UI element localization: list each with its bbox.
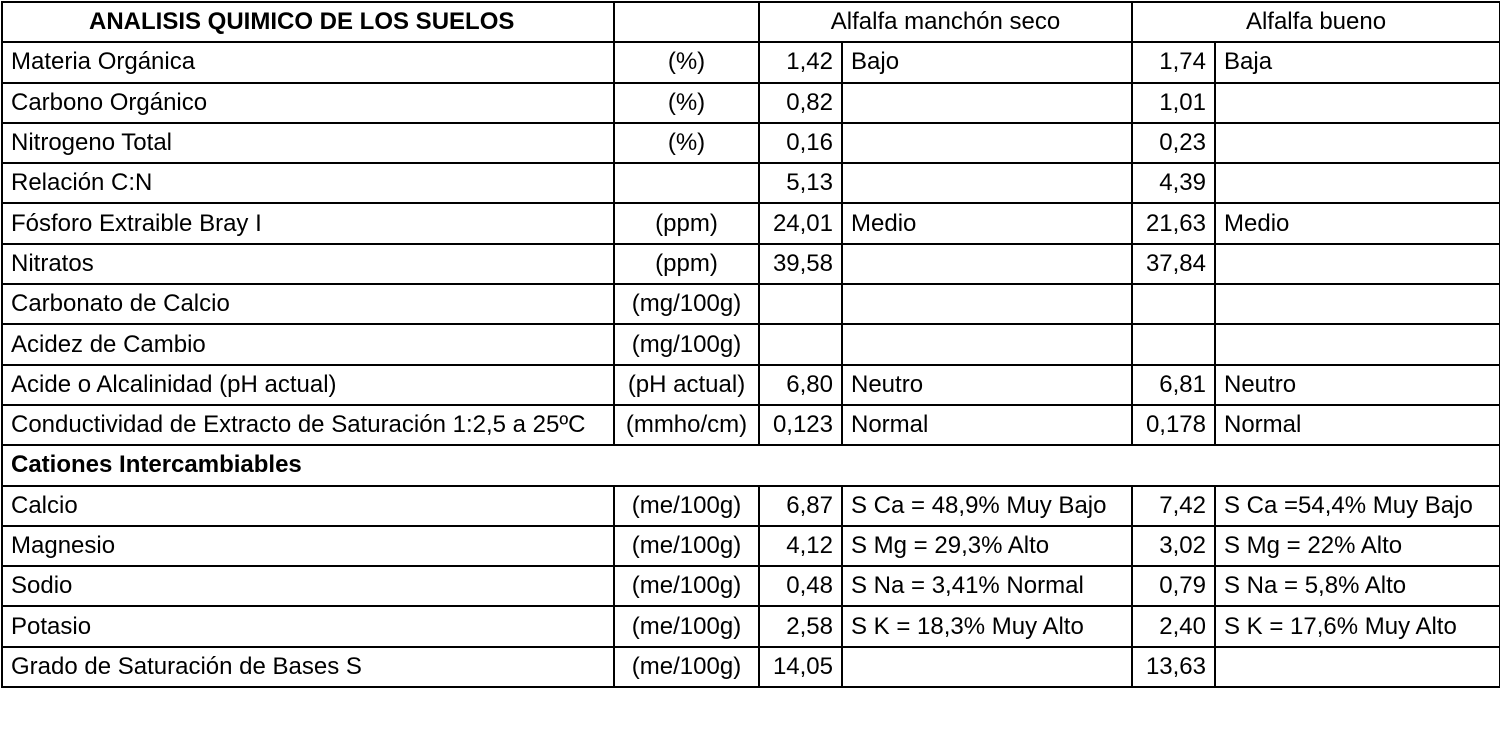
unit-cell: (mg/100g) [614, 284, 759, 324]
sample2-interpretation-cell: S Ca =54,4% Muy Bajo [1215, 486, 1500, 526]
sample2-value-cell: 0,79 [1132, 566, 1215, 606]
sample2-interpretation-cell [1215, 244, 1500, 284]
sample1-value-cell [759, 284, 842, 324]
parameter-cell: Acidez de Cambio [2, 324, 614, 364]
sample2-interpretation-cell [1215, 324, 1500, 364]
unit-cell: (ppm) [614, 244, 759, 284]
sample1-interpretation-cell: Neutro [842, 365, 1132, 405]
table-row [2, 203, 1500, 243]
unit-cell: (mmho/cm) [614, 405, 759, 445]
unit-cell: (me/100g) [614, 647, 759, 687]
sample1-interpretation-cell: S K = 18,3% Muy Alto [842, 606, 1132, 646]
unit-cell: (me/100g) [614, 526, 759, 566]
unit-cell: (me/100g) [614, 606, 759, 646]
header-unit-cell [614, 2, 759, 42]
table-row [2, 486, 1500, 526]
sample1-interpretation-cell [842, 163, 1132, 203]
unit-cell: (me/100g) [614, 486, 759, 526]
sample1-interpretation-cell: S Mg = 29,3% Alto [842, 526, 1132, 566]
sample1-value-cell: 0,48 [759, 566, 842, 606]
parameter-cell: Nitrogeno Total [2, 123, 614, 163]
sample2-interpretation-cell [1215, 163, 1500, 203]
table-row [2, 365, 1500, 405]
table-row [2, 647, 1500, 687]
table-row [2, 324, 1500, 364]
sample2-interpretation-cell [1215, 284, 1500, 324]
sample1-value-cell: 2,58 [759, 606, 842, 646]
unit-cell: (%) [614, 123, 759, 163]
sample2-interpretation-cell: Medio [1215, 203, 1500, 243]
sample2-value-cell: 1,74 [1132, 42, 1215, 82]
sample1-value-cell: 6,87 [759, 486, 842, 526]
sample1-interpretation-cell [842, 244, 1132, 284]
sample1-value-cell: 14,05 [759, 647, 842, 687]
parameter-cell: Grado de Saturación de Bases S [2, 647, 614, 687]
parameter-cell: Sodio [2, 566, 614, 606]
section-row [2, 445, 1500, 485]
parameter-cell: Carbonato de Calcio [2, 284, 614, 324]
table-row [2, 163, 1500, 203]
sample1-interpretation-cell: S Ca = 48,9% Muy Bajo [842, 486, 1132, 526]
sample2-value-cell: 37,84 [1132, 244, 1215, 284]
parameter-cell: Carbono Orgánico [2, 83, 614, 123]
sample1-value-cell: 5,13 [759, 163, 842, 203]
sample2-value-cell: 3,02 [1132, 526, 1215, 566]
sample2-interpretation-cell: S K = 17,6% Muy Alto [1215, 606, 1500, 646]
unit-cell: (me/100g) [614, 566, 759, 606]
parameter-cell: Fósforo Extraible Bray I [2, 203, 614, 243]
sample2-interpretation-cell [1215, 647, 1500, 687]
sample2-value-cell: 2,40 [1132, 606, 1215, 646]
sample1-interpretation-cell: Bajo [842, 42, 1132, 82]
table-row [2, 606, 1500, 646]
table-row [2, 526, 1500, 566]
table-row [2, 566, 1500, 606]
table-row [2, 244, 1500, 284]
sample2-interpretation-cell [1215, 123, 1500, 163]
parameter-cell: Potasio [2, 606, 614, 646]
soil-analysis-table [1, 1, 1500, 688]
unit-cell: (ppm) [614, 203, 759, 243]
sample1-interpretation-cell: Medio [842, 203, 1132, 243]
parameter-cell: Acide o Alcalinidad (pH actual) [2, 365, 614, 405]
sample1-header: Alfalfa manchón seco [759, 2, 1132, 42]
parameter-cell: Nitratos [2, 244, 614, 284]
table-title: ANALISIS QUIMICO DE LOS SUELOS [2, 2, 614, 42]
sample1-value-cell: 1,42 [759, 42, 842, 82]
table-header-row [2, 2, 1500, 42]
parameter-cell: Magnesio [2, 526, 614, 566]
parameter-cell: Materia Orgánica [2, 42, 614, 82]
unit-cell: (mg/100g) [614, 324, 759, 364]
sample2-interpretation-cell [1215, 83, 1500, 123]
parameter-cell: Conductividad de Extracto de Saturación 1:2,5 a 25ºC [2, 405, 614, 445]
table-row [2, 405, 1500, 445]
sample1-value-cell: 0,123 [759, 405, 842, 445]
sample1-interpretation-cell [842, 647, 1132, 687]
sample1-value-cell: 24,01 [759, 203, 842, 243]
sample1-value-cell: 0,16 [759, 123, 842, 163]
sample2-header: Alfalfa bueno [1132, 2, 1500, 42]
sample2-interpretation-cell: Baja [1215, 42, 1500, 82]
sample2-interpretation-cell: Normal [1215, 405, 1500, 445]
parameter-cell: Relación C:N [2, 163, 614, 203]
sample1-value-cell: 39,58 [759, 244, 842, 284]
sample2-interpretation-cell: S Na = 5,8% Alto [1215, 566, 1500, 606]
unit-cell: (%) [614, 42, 759, 82]
sample1-interpretation-cell [842, 324, 1132, 364]
sample1-value-cell: 4,12 [759, 526, 842, 566]
sample2-interpretation-cell: S Mg = 22% Alto [1215, 526, 1500, 566]
unit-cell: (pH actual) [614, 365, 759, 405]
sample2-value-cell: 13,63 [1132, 647, 1215, 687]
sample1-value-cell [759, 324, 842, 364]
sample1-interpretation-cell [842, 83, 1132, 123]
sample2-value-cell [1132, 324, 1215, 364]
table-row [2, 123, 1500, 163]
parameter-cell: Calcio [2, 486, 614, 526]
sample2-value-cell: 0,23 [1132, 123, 1215, 163]
sample1-value-cell: 0,82 [759, 83, 842, 123]
sample2-value-cell [1132, 284, 1215, 324]
sample1-value-cell: 6,80 [759, 365, 842, 405]
sample2-value-cell: 4,39 [1132, 163, 1215, 203]
sample1-interpretation-cell [842, 123, 1132, 163]
sample2-value-cell: 7,42 [1132, 486, 1215, 526]
table-row [2, 83, 1500, 123]
sample1-interpretation-cell: S Na = 3,41% Normal [842, 566, 1132, 606]
table-row [2, 42, 1500, 82]
unit-cell [614, 163, 759, 203]
sample2-value-cell: 1,01 [1132, 83, 1215, 123]
sample1-interpretation-cell: Normal [842, 405, 1132, 445]
unit-cell: (%) [614, 83, 759, 123]
sample2-value-cell: 0,178 [1132, 405, 1215, 445]
sample1-interpretation-cell [842, 284, 1132, 324]
sample2-value-cell: 21,63 [1132, 203, 1215, 243]
table-row [2, 284, 1500, 324]
section-label: Cationes Intercambiables [2, 445, 1500, 485]
sample2-value-cell: 6,81 [1132, 365, 1215, 405]
sample2-interpretation-cell: Neutro [1215, 365, 1500, 405]
